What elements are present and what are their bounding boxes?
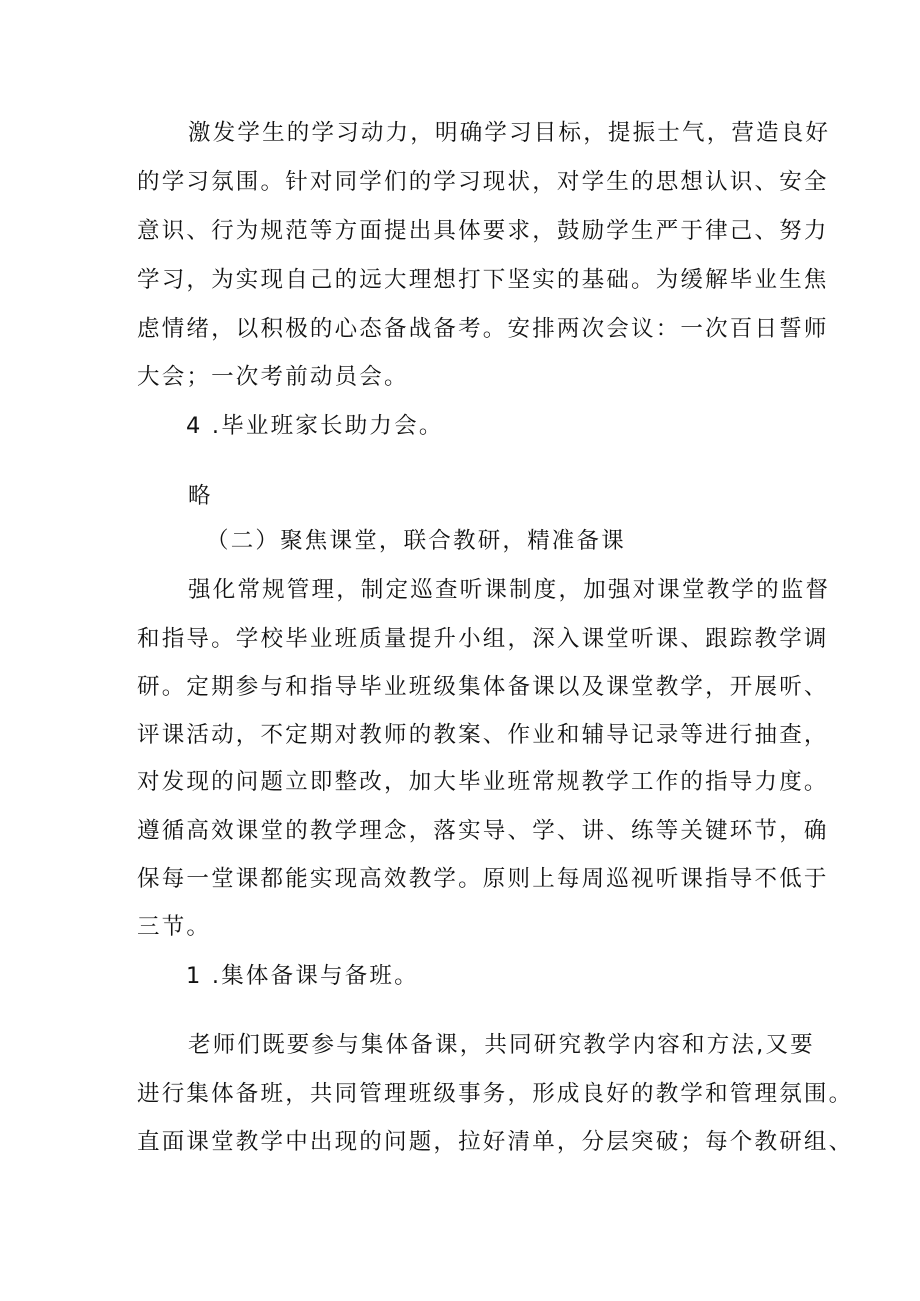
paragraph-line: 和指导。学校毕业班质量提升小组，深入课堂听课、跟踪教学调	[137, 626, 829, 652]
paragraph-line: 略	[188, 483, 213, 509]
paragraph-line: 评课活动，不定期对教师的教案、作业和辅导记录等进行抽查，	[137, 722, 829, 748]
section-heading: （二）聚焦课堂，联合教研，精准备课	[206, 528, 626, 554]
paragraph-line: 保每一堂课都能实现高效教学。原则上每周巡视听课指导不低于	[137, 866, 829, 892]
paragraph-line: 虑情绪，以积极的心态备战备考。安排两次会议：一次百日誓师	[137, 316, 829, 342]
paragraph-line: 意识、行为规范等方面提出具体要求，鼓励学生严于律己、努力	[137, 218, 829, 244]
paragraph-line: 老师们既要参与集体备课，共同研究教学内容和方法,又要	[188, 1032, 815, 1058]
section-heading: 1 .集体备课与备班。	[186, 963, 419, 989]
paragraph-line: 大会；一次考前动员会。	[137, 364, 409, 390]
paragraph-line: 研。定期参与和指导毕业班级集体备课以及课堂教学，开展听、	[137, 674, 829, 700]
paragraph-line: 的学习氛围。针对同学们的学习现状，对学生的思想认识、安全	[137, 169, 829, 195]
section-heading: 4 .毕业班家长助力会。	[186, 413, 444, 439]
paragraph-line: 激发学生的学习动力，明确学习目标，提振士气，营造良好	[188, 120, 831, 146]
paragraph-line: 强化常规管理，制定巡查听课制度，加强对课堂教学的监督	[188, 577, 831, 603]
paragraph-line: 学习，为实现自己的远大理想打下坚实的基础。为缓解毕业生焦	[137, 267, 829, 293]
paragraph-line: 遵循高效课堂的教学理念，落实导、学、讲、练等关键环节，确	[137, 818, 829, 844]
paragraph-line: 进行集体备班，共同管理班级事务，形成良好的教学和管理氛围。	[137, 1081, 854, 1107]
paragraph-line: 三节。	[137, 914, 212, 940]
paragraph-line: 直面课堂教学中出现的问题，拉好清单，分层突破；每个教研组、	[137, 1129, 854, 1155]
paragraph-line: 对发现的问题立即整改，加大毕业班常规教学工作的指导力度。	[137, 769, 829, 795]
